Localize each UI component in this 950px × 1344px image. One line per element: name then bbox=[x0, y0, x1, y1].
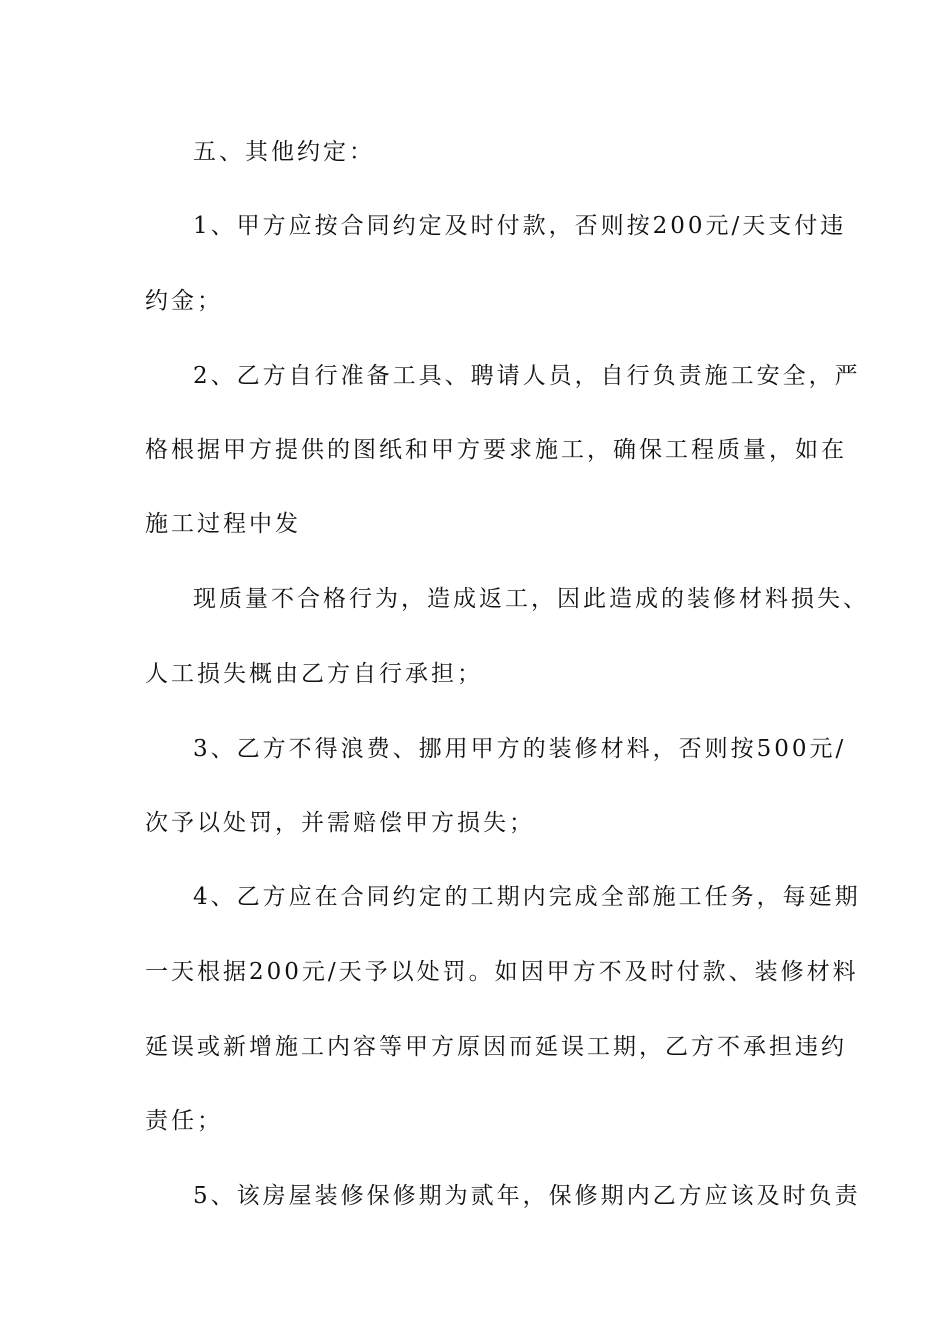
paragraph-line: 2、乙方自行准备工具、聘请人员，自行负责施工安全，严 bbox=[193, 363, 861, 389]
paragraph-line: 约金； bbox=[145, 288, 223, 314]
paragraph-line: 施工过程中发 bbox=[145, 511, 301, 537]
paragraph-line: 5、该房屋装修保修期为贰年，保修期内乙方应该及时负责 bbox=[193, 1183, 861, 1209]
paragraph-line: 现质量不合格行为，造成返工，因此造成的装修材料损失、 bbox=[193, 586, 869, 612]
paragraph-line: 1、甲方应按合同约定及时付款，否则按200元/天支付违 bbox=[193, 213, 847, 239]
paragraph-line: 人工损失概由乙方自行承担； bbox=[145, 661, 483, 687]
paragraph-line: 4、乙方应在合同约定的工期内完成全部施工任务，每延期 bbox=[193, 884, 861, 910]
paragraph-line: 3、乙方不得浪费、挪用甲方的装修材料，否则按500元/ bbox=[193, 736, 847, 762]
paragraph-line: 次予以处罚，并需赔偿甲方损失； bbox=[145, 810, 535, 836]
paragraph-line: 一天根据200元/天予以处罚。如因甲方不及时付款、装修材料 bbox=[145, 959, 859, 985]
section-heading: 五、其他约定： bbox=[193, 139, 375, 165]
paragraph-line: 责任； bbox=[145, 1108, 223, 1134]
paragraph-line: 格根据甲方提供的图纸和甲方要求施工，确保工程质量，如在 bbox=[145, 437, 847, 463]
paragraph-line: 延误或新增施工内容等甲方原因而延误工期，乙方不承担违约 bbox=[145, 1034, 847, 1060]
